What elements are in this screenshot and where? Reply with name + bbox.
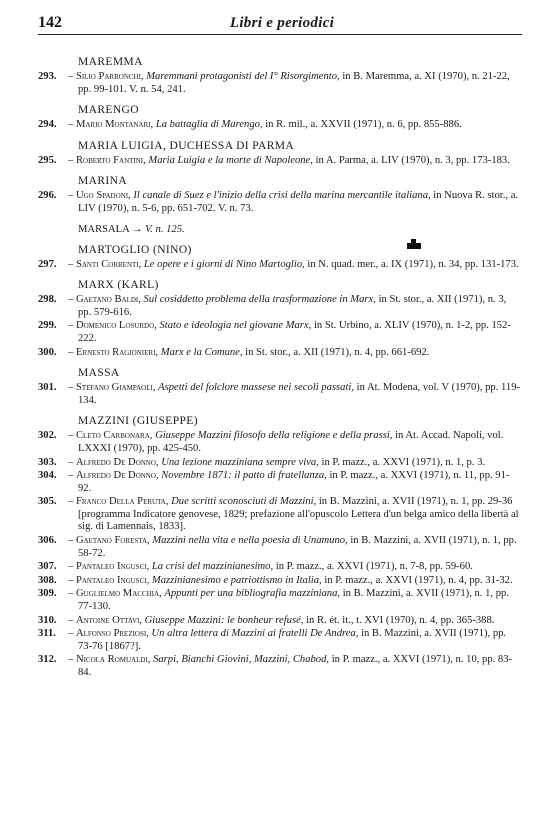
entry-number: 303.: [38, 456, 57, 468]
bibliography-section: [38, 366, 522, 407]
bibliography-entry: [38, 561, 522, 574]
entry-dash: –: [68, 346, 76, 358]
bibliography-section: [38, 223, 522, 236]
entry-number: 298.: [38, 294, 57, 306]
bibliography-entry: [38, 588, 522, 613]
entry-dash: –: [68, 320, 76, 332]
entry-number: 294.: [38, 119, 57, 131]
entry-author: Domenico Losurdo,: [75, 320, 160, 332]
bibliography-entry: [38, 346, 522, 360]
bibliography-entry: [38, 258, 522, 272]
entry-citation: , in St. stor., a. XII (1971), n. 4, pp. 661-692.: [239, 346, 430, 358]
entry-author: Silio Parronchi,: [75, 71, 147, 82]
entry-dash: –: [68, 430, 76, 442]
entry-title: Aspetti del folclore massese nei secoli passati: [158, 382, 352, 394]
bibliography-entry: [38, 71, 522, 96]
entry-number: 310.: [38, 614, 57, 626]
entry-title: Appunti per una bibliografia mazziniana: [164, 588, 338, 600]
bibliography-section: [38, 278, 522, 359]
entry-author: Alfredo De Donno,: [75, 470, 162, 482]
entry-citation: , in R. mil., a. XXVII (1971), n. 6, pp. 855-886.: [259, 119, 462, 131]
entry-title: Un altra lettera di Mazzini ai fratelli De Andrea: [151, 628, 356, 640]
bibliography-section: [38, 174, 522, 215]
entry-number: 307.: [38, 561, 57, 573]
entry-title: La battaglia di Marengo: [155, 119, 260, 131]
entry-title: Sul cosiddetto problema della trasformazione in Marx: [143, 294, 374, 306]
page-number: 142: [38, 14, 62, 31]
entry-title: Stato e ideologia nel giovane Marx: [159, 320, 309, 332]
entry-number: 311.: [38, 628, 56, 640]
bibliography-section: [38, 103, 522, 132]
section-heading: MARTOGLIO (NINO): [78, 243, 192, 256]
section-heading: MASSA: [78, 367, 120, 380]
entry-number: 302.: [38, 430, 57, 442]
entry-dash: –: [68, 614, 76, 626]
entry-author: Guglielmo Macchia,: [75, 588, 165, 600]
entry-title: Mazzini nella vita e nella poesia di Unamuno: [152, 535, 346, 547]
section-heading: MARIA LUIGIA, DUCHESSA DI PARMA: [78, 139, 295, 152]
entry-dash: –: [68, 588, 76, 600]
bibliography-entry: [38, 190, 522, 215]
entry-dash: –: [68, 654, 76, 666]
bibliography-entry: [38, 654, 522, 679]
arrow-icon: →: [131, 223, 146, 235]
bibliography-page: [38, 14, 522, 687]
entry-author: Mario Montanari,: [75, 119, 156, 131]
entry-citation: , in P. mazz., a. XXVI (1971), n. 11, pp. 91-92.: [78, 470, 510, 494]
entry-author: Pantaleo Ingusci,: [75, 574, 152, 586]
bibliography-entry: [38, 614, 522, 628]
entry-author: Ernesto Ragionieri,: [75, 346, 161, 358]
section-heading: MAREMMA: [78, 56, 143, 68]
entry-number: 295.: [38, 154, 57, 166]
bibliography-entry: [38, 320, 522, 345]
entry-dash: –: [68, 496, 76, 508]
entry-citation: , in Nuova R. stor., a. LIV (1970), n. 5-6, pp. 651-702. V. n. 73.: [78, 190, 519, 214]
entry-title: Sarpi, Bianchi Giovini, Mazzini, Chabod: [153, 654, 327, 666]
entry-citation: , in St. Urbino, a. XLIV (1970), n. 1-2, pp. 152-222.: [78, 320, 511, 344]
entry-dash: –: [68, 294, 76, 306]
entry-author: Stefano Giampaoli,: [75, 382, 159, 394]
entry-dash: –: [68, 456, 76, 468]
entry-number: 305.: [38, 496, 57, 508]
entry-title: Maremmani protagonisti del I° Risorgimento: [146, 71, 338, 82]
cross-reference: [78, 223, 522, 236]
page-header: [38, 14, 522, 35]
entry-number: 304.: [38, 470, 57, 482]
bibliography-entry: [38, 154, 522, 168]
entry-title: Le opere e i giorni di Nino Martoglio: [143, 258, 303, 270]
bibliography-entry: [38, 535, 522, 560]
entry-number: 297.: [38, 258, 57, 270]
entry-number: 306.: [38, 535, 57, 547]
entry-author: Antoine Ottavi,: [75, 614, 145, 626]
entry-citation: , in B. Maremma, a. XI (1970), n. 21-22, pp. 99-101. V. n. 54, 241.: [78, 71, 510, 95]
entry-title: Il canale di Suez e l'inizio della crisi della marina mercantile italiana: [133, 190, 428, 202]
entry-author: Santi Correnti,: [75, 258, 144, 270]
entry-author: Ugo Spadoni,: [75, 190, 134, 202]
bibliography-section: [38, 139, 522, 168]
entry-citation: , in N. quad. mer., a. IX (1971), n. 34, pp. 131-173.: [302, 258, 519, 270]
entry-dash: –: [68, 154, 76, 166]
entry-author: Alfonso Preziosi,: [75, 628, 152, 640]
entry-dash: –: [68, 574, 76, 586]
ink-mark: [407, 243, 421, 249]
entry-citation: , in R. ét. it., t. XVI (1970), n. 4, pp. 365-388.: [300, 614, 495, 626]
entry-title: Una lezione mazziniana sempre viva: [161, 456, 317, 468]
entry-author: Alfredo De Donno,: [75, 456, 162, 468]
cross-reference-label: MARSALA: [78, 223, 132, 235]
entry-citation: , in A. Parma, a. LIV (1970), n. 3, pp. 173-183.: [310, 154, 510, 166]
entry-title: Novembre 1871: il patto di fratellanza: [161, 470, 325, 482]
entry-number: 299.: [38, 320, 57, 332]
entry-citation: , in St. stor., a. XII (1971), n. 3, pp. 579-616.: [78, 294, 507, 318]
bibliography-entry: [38, 496, 522, 534]
bibliography-entry: [38, 456, 522, 470]
entry-number: 309.: [38, 588, 57, 600]
entry-title: Due scritti sconosciuti di Mazzini: [171, 496, 314, 508]
entry-dash: –: [68, 119, 76, 131]
bibliography-entry: [38, 294, 522, 319]
section-heading: MARINA: [78, 175, 128, 188]
entry-title: Mazzinianesimo e patriottismo in Italia: [151, 574, 320, 586]
entry-dash: –: [68, 628, 76, 640]
entry-number: 296.: [38, 190, 57, 202]
entry-dash: –: [68, 258, 76, 270]
bibliography-entry: [38, 382, 522, 407]
bibliography-entry: [38, 119, 522, 132]
entry-title: Maria Luigia e la morte di Napoleone: [148, 154, 311, 166]
entry-title: La crisi del mazzinianesimo: [151, 561, 271, 573]
entry-dash: –: [68, 561, 76, 573]
bibliography-entry: [38, 470, 522, 495]
entry-citation: , in At. Modena, vol. V (1970), pp. 119-134.: [78, 382, 521, 406]
section-heading: MAZZINI (GIUSEPPE): [78, 415, 198, 428]
entry-citation: , in P. mazz., a. XXVI (1971), n. 1, p. 3.: [316, 456, 486, 468]
section-heading: MARX (KARL): [78, 279, 159, 292]
entry-author: Franco Della Peruta,: [75, 496, 172, 508]
entry-citation: , in B. Mazzini, a. XVII (1971), n. 1, pp. 77-130.: [78, 588, 509, 613]
bibliography-entry: [38, 628, 522, 653]
entry-citation: , in P. mazz., a. XXVI (1971), n. 7-8, pp. 59-60.: [270, 561, 473, 573]
bibliography-entry: [38, 430, 522, 455]
entry-dash: –: [68, 535, 76, 547]
entry-dash: –: [68, 382, 76, 394]
bibliography-list: [38, 55, 522, 680]
running-title: Libri e periodici: [229, 15, 335, 31]
entry-citation: , in B. Mazzini, a. XVII (1971), pp. 73-76 [1867?].: [78, 628, 507, 652]
entry-number: 312.: [38, 654, 57, 666]
entry-dash: –: [68, 190, 76, 202]
entry-author: Nicola Romualdi,: [75, 654, 154, 666]
bibliography-section: [38, 55, 522, 96]
cross-reference-target: V. n. 125.: [145, 223, 185, 235]
entry-citation: , in P. mazz., a. XXVI (1971), n. 4, pp. 31-32.: [319, 574, 513, 586]
entry-citation: , in P. mazz., a. XXVI (1971), n. 10, pp. 83-84.: [78, 654, 513, 678]
bibliography-section: [38, 414, 522, 679]
entry-title: Giuseppe Mazzini filosofo della religione e della prassi: [155, 430, 390, 442]
entry-dash: –: [68, 71, 76, 82]
entry-number: 301.: [38, 382, 57, 394]
entry-dash: –: [68, 470, 76, 482]
entry-number: 308.: [38, 574, 57, 586]
entry-title: Giuseppe Mazzini: le bonheur refusé: [144, 614, 301, 626]
entry-author: Gaetano Baldi,: [75, 294, 144, 306]
section-heading: MARENGO: [78, 104, 139, 117]
entry-citation: , in B. Mazzini, a. XVII (1971), n. 1, pp. 58-72.: [78, 535, 517, 559]
entry-author: Cleto Carbonara,: [75, 430, 156, 442]
entry-number: 293.: [38, 71, 57, 82]
entry-citation: , in B. Mazzini, a. XVII (1971), n. 1, pp. 29-36 [programma Indicatore genovese, 1829; prefazione all'opuscolo Lettera d'un belga amico della libertà al sig. di Lamennais, 1833].: [78, 496, 519, 533]
bibliography-entry: [38, 574, 522, 588]
entry-author: Pantaleo Ingusci,: [75, 561, 152, 573]
bibliography-section: [38, 243, 522, 272]
entry-author: Gaetano Foresta,: [75, 535, 153, 547]
entry-number: 300.: [38, 346, 57, 358]
entry-author: Roberto Fantini,: [75, 154, 149, 166]
entry-citation: , in At. Accad. Napoli, vol. LXXXI (1970), pp. 425-450.: [78, 430, 504, 454]
entry-title: Marx e la Comune: [160, 346, 240, 358]
